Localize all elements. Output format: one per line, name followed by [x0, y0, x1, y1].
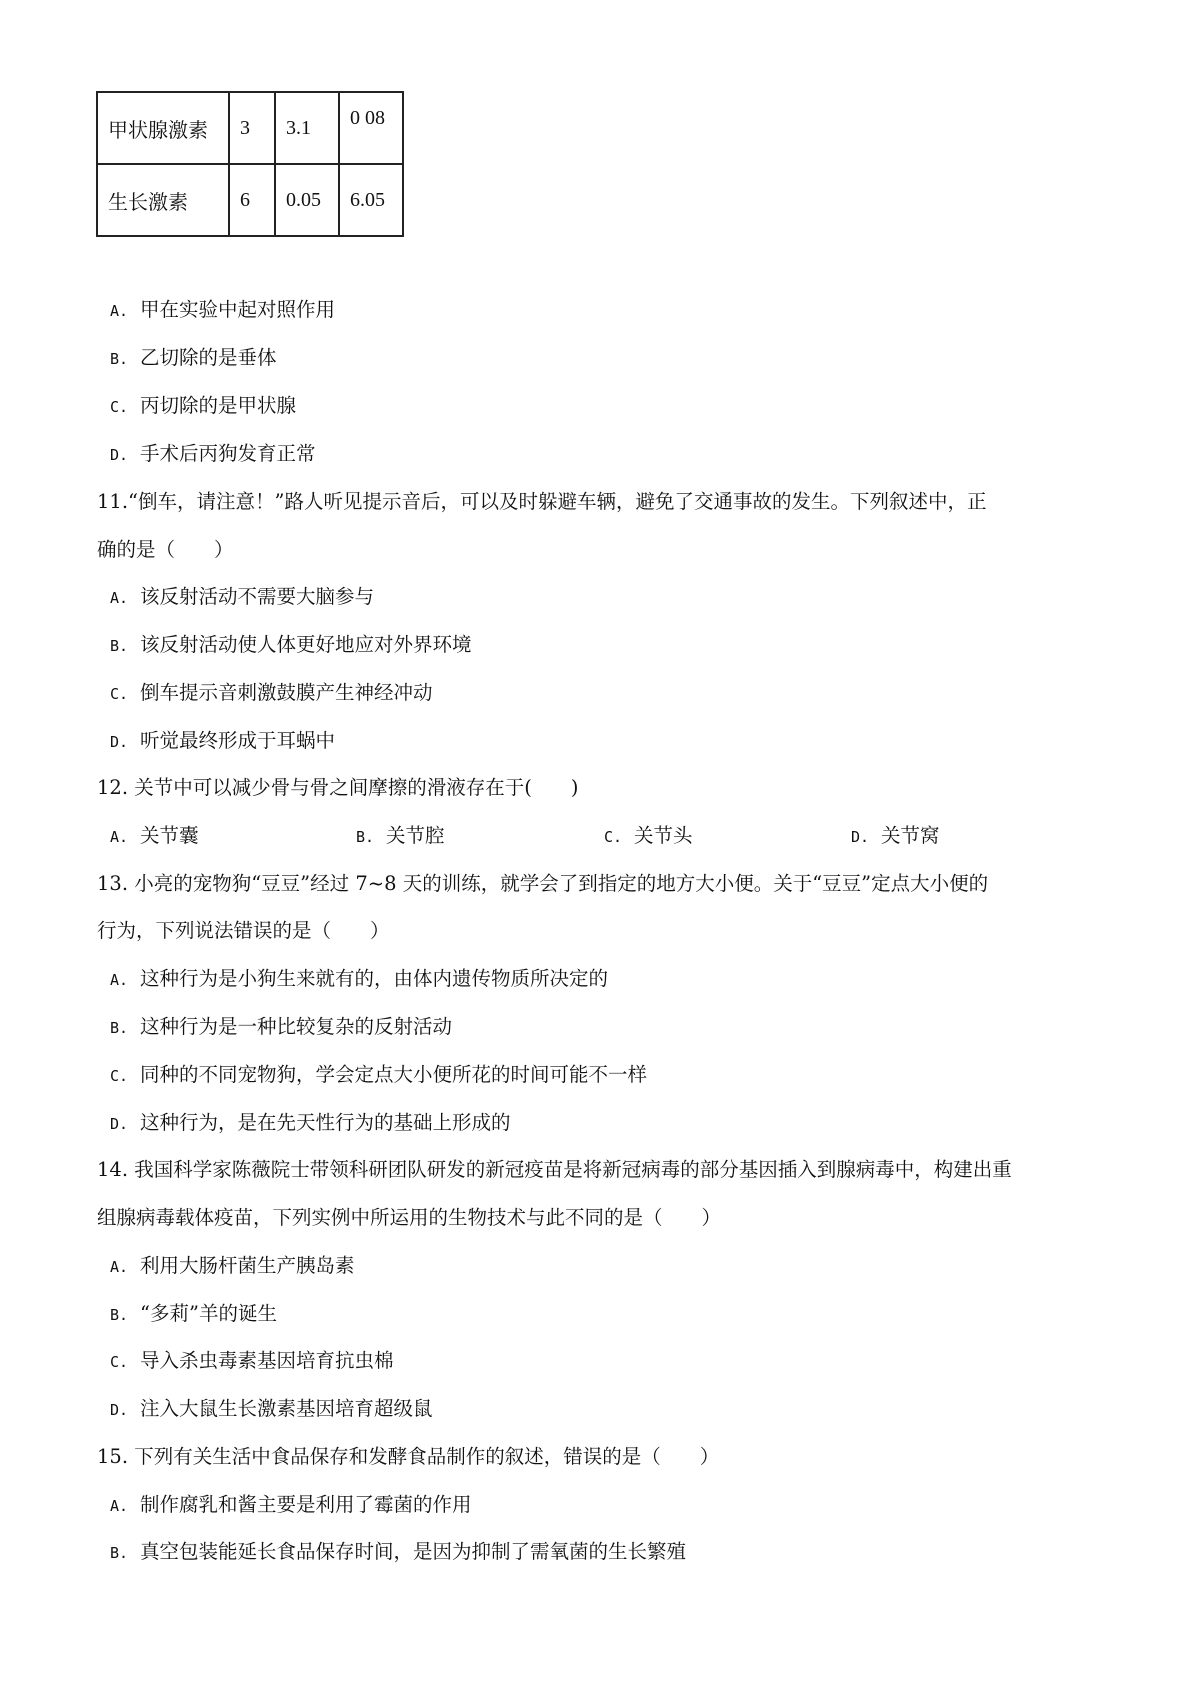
q11-option-a: A. 该反射活动不需要大脑参与	[110, 585, 375, 608]
q10-option-b: B. 乙切除的是垂体	[110, 346, 277, 369]
table-cell-value: 6	[229, 164, 275, 236]
q14-stem-line1: 14. 我国科学家陈薇院士带领科研团队研发的新冠疫苗是将新冠病毒的部分基因插入到腺病毒中，构建出重	[97, 1158, 1012, 1181]
q14-option-d: D. 注入大鼠生长激素基因培育超级鼠	[110, 1397, 433, 1420]
q14-option-b: B. “多莉”羊的诞生	[110, 1302, 277, 1325]
table-cell-value: 3.1	[275, 92, 339, 164]
q15-stem: 15. 下列有关生活中食品保存和发酵食品制作的叙述，错误的是（ ）	[97, 1445, 720, 1468]
q14-option-a: A. 利用大肠杆菌生产胰岛素	[110, 1254, 355, 1277]
q10-option-d: D. 手术后丙狗发育正常	[110, 442, 316, 465]
q12-option-c: C. 关节头	[604, 824, 693, 847]
q15-option-a: A. 制作腐乳和酱主要是利用了霉菌的作用	[110, 1493, 472, 1516]
q14-option-c: C. 导入杀虫毒素基因培育抗虫棉	[110, 1349, 394, 1372]
q14-stem-line2: 组腺病毒载体疫苗，下列实例中所运用的生物技术与此不同的是（ ）	[97, 1206, 722, 1229]
q10-option-a: A. 甲在实验中起对照作用	[110, 298, 336, 321]
q11-option-c: C. 倒车提示音刺激鼓膜产生神经冲动	[110, 681, 433, 704]
table-row	[97, 92, 403, 164]
q10-option-c: C. 丙切除的是甲状腺	[110, 394, 297, 417]
q13-option-c: C. 同种的不同宠物狗，学会定点大小便所花的时间可能不一样	[110, 1063, 648, 1086]
table-cell-value: 3	[229, 92, 275, 164]
q12-option-a: A. 关节囊	[110, 824, 199, 847]
q13-option-d: D. 这种行为，是在先天性行为的基础上形成的	[110, 1111, 511, 1134]
q11-option-d: D. 听觉最终形成于耳蜗中	[110, 729, 336, 752]
q12-option-d: D. 关节窝	[851, 824, 940, 847]
q11-stem-line2: 确的是（ ）	[97, 538, 234, 561]
q13-option-a: A. 这种行为是小狗生来就有的，由体内遗传物质所决定的	[110, 967, 609, 990]
table-row	[97, 164, 403, 236]
table-cell-value: 0.05	[275, 164, 339, 236]
q13-option-b: B. 这种行为是一种比较复杂的反射活动	[110, 1015, 453, 1038]
table-cell-value: 0 08	[339, 92, 403, 164]
q11-stem-line1: 11.“倒车，请注意！”路人听见提示音后，可以及时躲避车辆，避免了交通事故的发生。下列叙述中，正	[97, 490, 987, 513]
q13-stem-line2: 行为，下列说法错误的是（ ）	[97, 919, 390, 942]
q15-option-b: B. 真空包装能延长食品保存时间，是因为抑制了需氧菌的生长繁殖	[110, 1540, 687, 1563]
table-cell-name: 生长激素	[97, 164, 229, 236]
hormone-table	[96, 91, 404, 237]
q12-option-b: B. 关节腔	[356, 824, 445, 847]
table-cell-name: 甲状腺激素	[97, 92, 229, 164]
q11-option-b: B. 该反射活动使人体更好地应对外界环境	[110, 633, 472, 656]
table-cell-value: 6.05	[339, 164, 403, 236]
q12-stem: 12. 关节中可以减少骨与骨之间摩擦的滑液存在于( )	[97, 776, 579, 799]
q13-stem-line1: 13. 小亮的宠物狗“豆豆”经过 7~8 天的训练，就学会了到指定的地方大小便。关于“豆豆”定点大小便的	[97, 872, 989, 895]
